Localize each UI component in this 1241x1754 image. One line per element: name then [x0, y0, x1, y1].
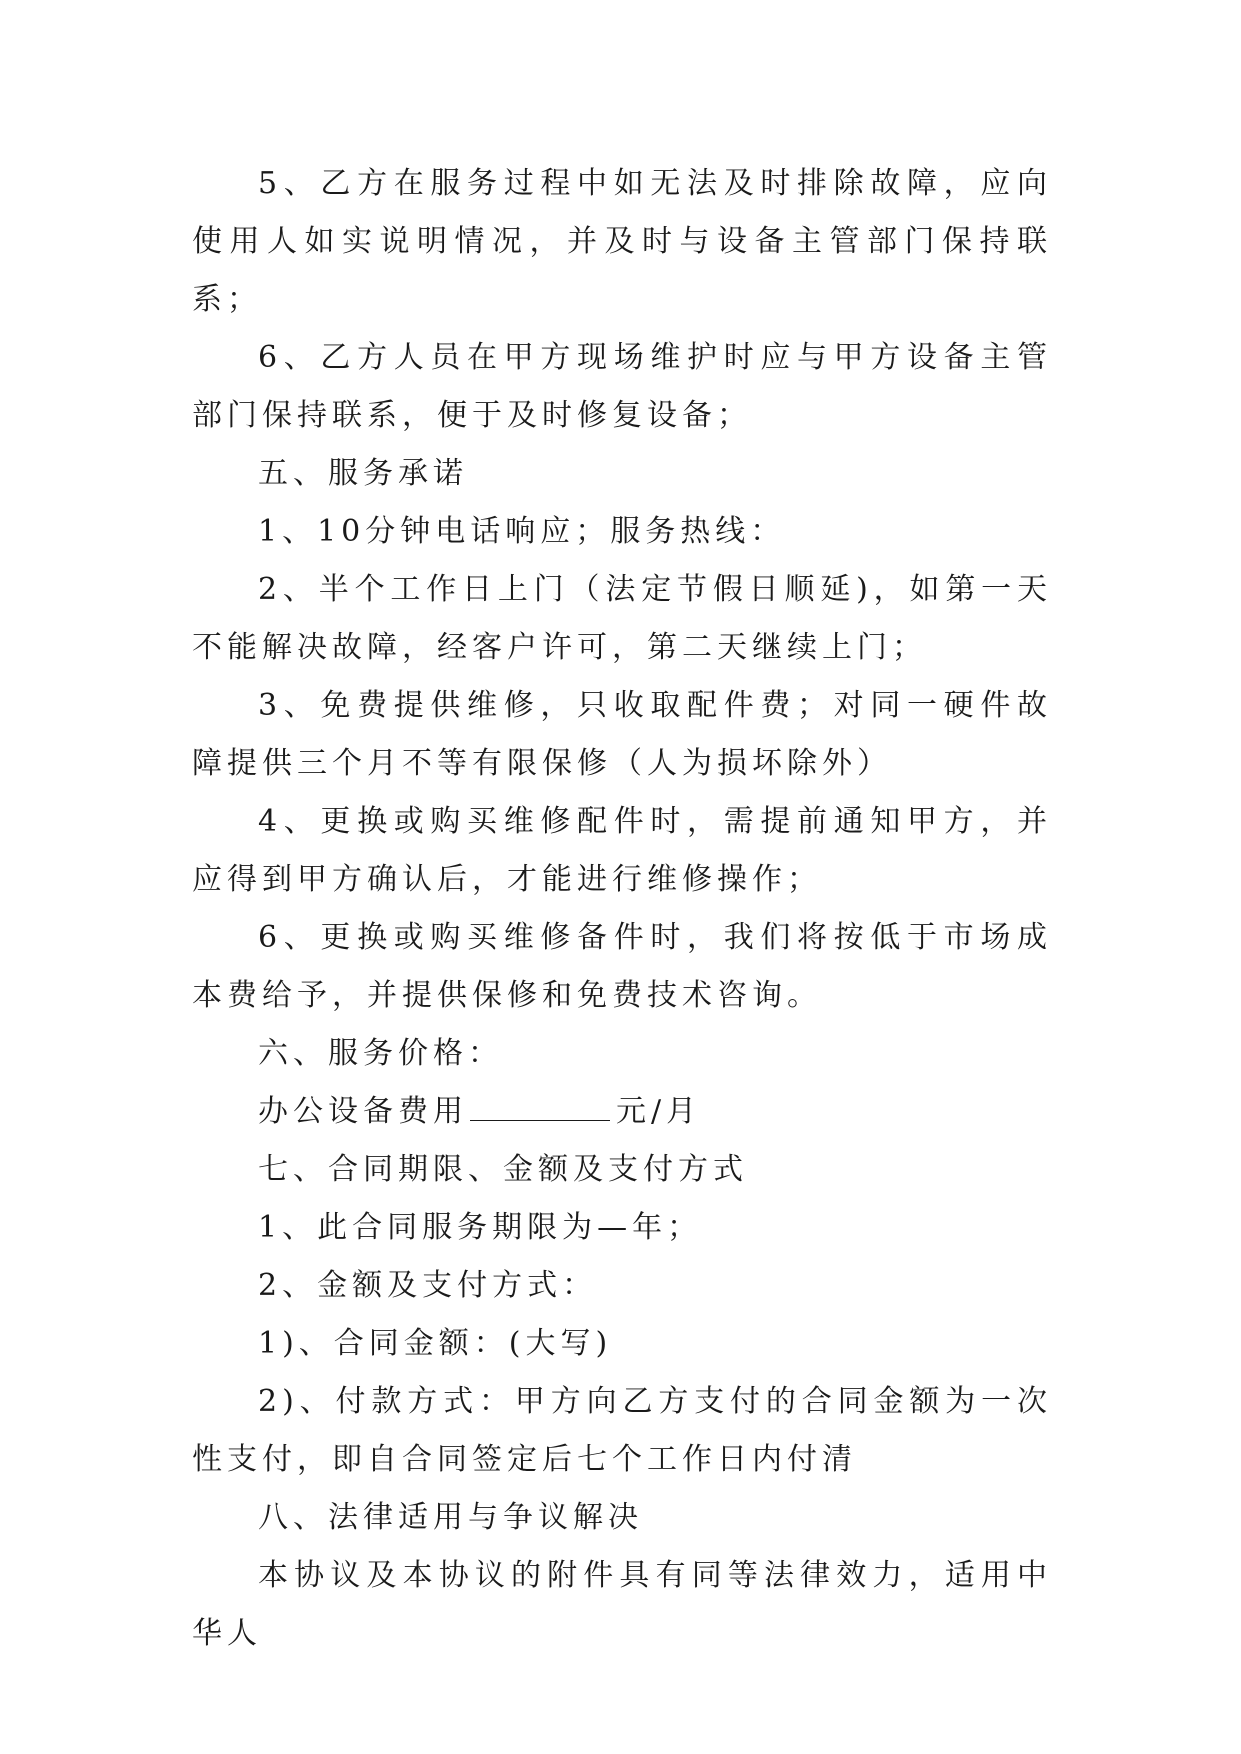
paragraph-commitment-4: 4、更换或购买维修配件时，需提前通知甲方，并应得到甲方确认后，才能进行维修操作；	[192, 804, 1052, 897]
paragraph-law-text: 本协议及本协议的附件具有同等法律效力，适用中华人	[192, 1558, 1052, 1651]
paragraph-term-1: 1、此合同服务期限为—年；	[258, 1210, 703, 1245]
paragraph-commitment-2: 2、半个工作日上门（法定节假日顺延)，如第一天不能解决故障，经客户许可，第二天继续上门；	[192, 572, 1052, 665]
paragraph-commitment-3: 3、免费提供维修，只收取配件费；对同一硬件故障提供三个月不等有限保修（人为损坏除外）	[192, 688, 1052, 781]
fee-unit: 元/月	[616, 1094, 702, 1129]
paragraph-clause-5: 5、乙方在服务过程中如无法及时排除故障，应向使用人如实说明情况，并及时与设备主管部门保持联系；	[192, 166, 1052, 317]
fee-line	[192, 1083, 1052, 1141]
section-heading-service-commitment: 五、服务承诺	[258, 456, 468, 491]
section-heading-contract-term: 七、合同期限、金额及支付方式	[258, 1152, 748, 1187]
section-heading-law: 八、法律适用与争议解决	[258, 1500, 643, 1535]
paragraph-clause-6: 6、乙方人员在甲方现场维护时应与甲方设备主管部门保持联系，便于及时修复设备；	[192, 340, 1052, 433]
paragraph-commitment-6: 6、更换或购买维修备件时，我们将按低于市场成本费给予，并提供保修和免费技术咨询。	[192, 920, 1052, 1013]
fee-blank	[470, 1090, 610, 1121]
paragraph-commitment-1: 1、10分钟电话响应；服务热线：	[258, 514, 786, 549]
paragraph-amount: 1)、合同金额：(大写)	[258, 1326, 613, 1361]
fee-label: 办公设备费用	[258, 1094, 468, 1129]
paragraph-payment-method: 2)、付款方式：甲方向乙方支付的合同金额为一次性支付，即自合同签定后七个工作日内付清	[192, 1384, 1052, 1477]
paragraph-term-2: 2、金额及支付方式：	[258, 1268, 598, 1303]
document-body	[192, 155, 1052, 1663]
section-heading-service-price: 六、服务价格：	[258, 1036, 503, 1071]
